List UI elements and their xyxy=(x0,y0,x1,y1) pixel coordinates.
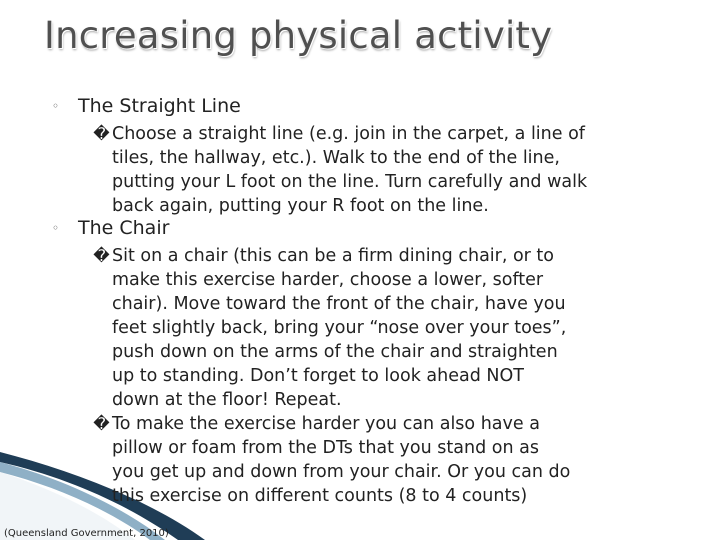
subitem-chair-instructions xyxy=(93,244,567,412)
text-line: down at the floor! Repeat. xyxy=(112,390,342,410)
sub-bullet-glyph: � xyxy=(93,246,110,265)
subitem-chair-harder-variation xyxy=(93,412,571,508)
bullet-label: The Chair xyxy=(78,217,170,239)
text-line: Choose a straight line (e.g. join in the carpet, a line of xyxy=(112,124,585,144)
text-line: make this exercise harder, choose a lower, softer xyxy=(112,270,544,290)
bullet-marker: ◦ xyxy=(52,99,60,113)
text-line: Sit on a chair (this can be a firm dining chair, or to xyxy=(112,246,555,266)
text-line: you get up and down from your chair. Or you can do xyxy=(112,462,571,482)
text-line: pillow or foam from the DTs that you stand on as xyxy=(112,438,539,458)
bullet-marker: ◦ xyxy=(52,221,60,235)
text-line: tiles, the hallway, etc.). Walk to the end of the line, xyxy=(112,148,560,168)
text-line: up to standing. Don’t forget to look ahead NOT xyxy=(112,366,524,386)
text-line: this exercise on different counts (8 to 4 counts) xyxy=(112,486,528,506)
text-line: back again, putting your R foot on the line. xyxy=(112,196,489,216)
sub-bullet-glyph: � xyxy=(93,414,110,433)
text-line: chair). Move toward the front of the chair, have you xyxy=(112,294,566,314)
slide-title: Increasing physical activity xyxy=(44,14,553,57)
text-line: To make the exercise harder you can also have a xyxy=(112,414,540,434)
text-line: feet slightly back, bring your “nose over your toes”, xyxy=(112,318,567,338)
subitem-straight-line-instructions xyxy=(93,122,588,218)
text-line: push down on the arms of the chair and straighten xyxy=(112,342,558,362)
text-line: putting your L foot on the line. Turn carefully and walk xyxy=(112,172,588,192)
citation: (Queensland Government, 2010) xyxy=(4,528,169,539)
bullet-label: The Straight Line xyxy=(78,95,241,117)
bullet-straight-line xyxy=(52,94,241,118)
bullet-chair xyxy=(52,216,169,240)
sub-bullet-glyph: � xyxy=(93,124,110,143)
